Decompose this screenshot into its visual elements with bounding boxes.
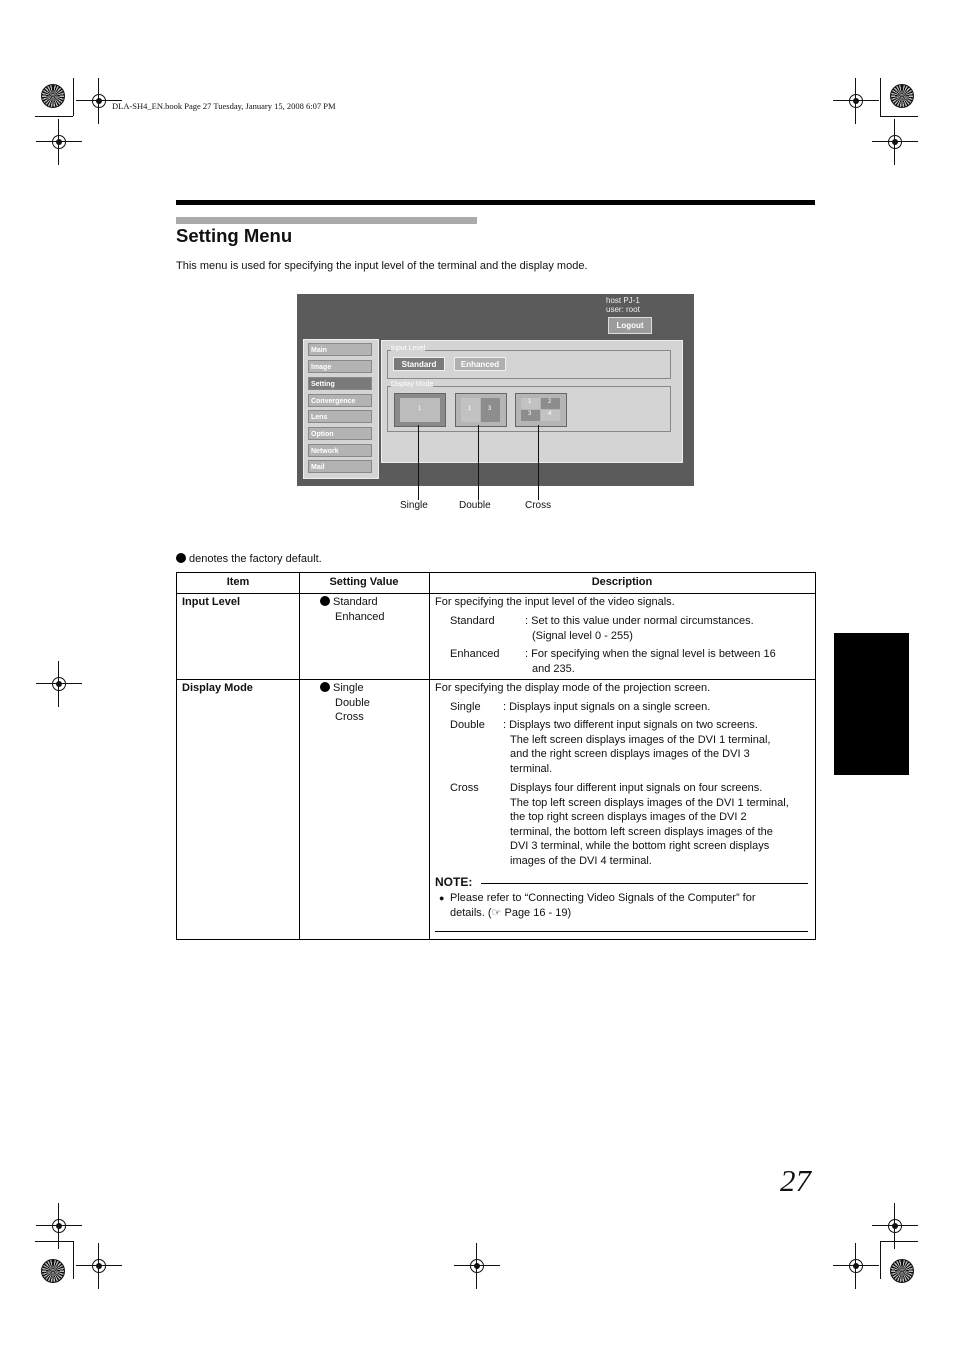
crosshair-mark xyxy=(884,1215,906,1237)
header-item: Item xyxy=(226,576,250,588)
value-double: Double xyxy=(335,696,370,709)
crop-mark xyxy=(880,116,918,117)
sidebar-item-setting[interactable]: Setting xyxy=(308,377,372,390)
desc-double-1: : Displays two different input signals on two screens. xyxy=(503,719,758,731)
host-info xyxy=(606,296,640,314)
standard-button[interactable]: Standard xyxy=(393,357,445,371)
callout-cross: Cross xyxy=(525,500,552,511)
header-setting-value: Setting Value xyxy=(329,576,399,588)
desc-single: : Displays input signals on a single screen. xyxy=(503,701,711,713)
item-display-mode: Display Mode xyxy=(182,682,253,694)
desc-display-mode: For specifying the display mode of the projection screen. xyxy=(435,682,711,694)
desc-double-4: terminal. xyxy=(510,762,553,775)
sidebar-item-network[interactable]: Network xyxy=(308,444,372,457)
settings-panel xyxy=(381,340,683,463)
page-number: 27 xyxy=(780,1163,811,1198)
term-standard: Standard xyxy=(450,615,495,627)
desc-cross-6: images of the DVI 4 terminal. xyxy=(510,855,652,867)
crosshair-mark xyxy=(845,1255,867,1277)
term-double: Double xyxy=(450,719,485,731)
screen-number: 1 xyxy=(528,399,532,405)
desc-double-3: and the right screen displays images of the DVI 3 xyxy=(510,748,750,761)
page-title: Setting Menu xyxy=(176,225,293,246)
crop-mark xyxy=(880,1241,918,1242)
screen-number: 3 xyxy=(528,411,532,417)
sidebar-item-convergence[interactable]: Convergence xyxy=(308,394,372,407)
crop-mark xyxy=(73,78,74,116)
default-bullet-icon xyxy=(320,682,330,692)
desc-enhanced-1: : For specifying when the signal level is between 16 xyxy=(525,648,776,660)
factory-default-note xyxy=(176,553,322,565)
item-input-level: Input Level xyxy=(182,596,241,608)
desc-cross-2: The top left screen displays images of the DVI 1 terminal, xyxy=(510,796,789,809)
term-cross: Cross xyxy=(450,782,479,794)
registration-star-bottom-left xyxy=(41,1259,65,1283)
settings-table xyxy=(176,572,816,940)
display-mode-label: Display Mode xyxy=(391,381,434,388)
crosshair-mark xyxy=(48,673,70,695)
book-header-info: DLA-SH4_EN.book Page 27 Tuesday, January 15, 2008 6:07 PM xyxy=(112,101,336,111)
callout-line-cross xyxy=(538,425,539,500)
crosshair-mark xyxy=(88,1255,110,1277)
desc-enhanced-2: and 235. xyxy=(532,662,575,675)
crosshair-mark xyxy=(884,131,906,153)
logout-button[interactable]: Logout xyxy=(608,317,652,334)
sidebar-item-main[interactable]: Main xyxy=(308,343,372,356)
top-rule xyxy=(176,200,815,205)
screen-number: 4 xyxy=(548,411,552,417)
value-single-text: Single xyxy=(333,682,364,694)
value-single xyxy=(320,681,364,696)
term-enhanced: Enhanced xyxy=(450,648,500,660)
input-level-group xyxy=(387,345,671,379)
title-accent-bar xyxy=(176,217,477,224)
note-text-2: details. (☞ Page 16 - 19) xyxy=(450,906,572,919)
sidebar-item-mail[interactable]: Mail xyxy=(308,460,372,473)
note-bullet-icon: ● xyxy=(439,893,445,903)
desc-cross-5: DVI 3 terminal, while the bottom right screen displays xyxy=(510,840,770,853)
callout-double: Double xyxy=(459,500,491,511)
input-level-label: Input Level xyxy=(391,345,426,352)
crop-mark xyxy=(73,1241,74,1279)
crosshair-mark xyxy=(48,1215,70,1237)
sidebar-menu xyxy=(303,339,379,479)
screen-number: 2 xyxy=(548,399,552,405)
user-name: user: root xyxy=(606,305,640,314)
column-divider xyxy=(299,573,300,939)
callout-line-single xyxy=(418,425,419,500)
callout-single: Single xyxy=(400,500,428,511)
screen-number: 3 xyxy=(488,406,492,412)
crop-mark xyxy=(35,1241,73,1242)
value-cross: Cross xyxy=(335,711,364,724)
sidebar-item-option[interactable]: Option xyxy=(308,427,372,440)
value-standard-text: Standard xyxy=(333,596,378,608)
sidebar-item-lens[interactable]: Lens xyxy=(308,410,372,423)
column-divider xyxy=(429,573,430,939)
desc-cross-4: terminal, the bottom left screen displays images of the xyxy=(510,825,773,838)
desc-input-level: For specifying the input level of the video signals. xyxy=(435,596,675,608)
row-divider xyxy=(177,593,815,594)
setting-menu-screenshot xyxy=(297,294,694,486)
registration-star-bottom-right xyxy=(890,1259,914,1283)
crop-mark xyxy=(35,116,73,117)
crosshair-mark xyxy=(845,90,867,112)
screen-number: 1 xyxy=(468,406,472,412)
display-mode-group xyxy=(387,381,671,432)
screen-number: 1 xyxy=(418,406,422,412)
host-name: host PJ-1 xyxy=(606,296,640,305)
double-mode-button[interactable] xyxy=(455,393,507,427)
crosshair-mark xyxy=(88,90,110,112)
desc-cross-3: the top right screen displays images of the DVI 2 xyxy=(510,811,747,824)
header-description: Description xyxy=(591,576,653,588)
crop-mark xyxy=(880,1241,881,1279)
note-text-1: Please refer to “Connecting Video Signals of the Computer” for xyxy=(450,892,756,904)
note-title: NOTE: xyxy=(435,875,473,889)
registration-star-top-right xyxy=(890,84,914,108)
crosshair-mark xyxy=(466,1255,488,1277)
desc-cross-1: Displays four different input signals on four screens. xyxy=(510,782,763,794)
value-enhanced: Enhanced xyxy=(335,610,385,623)
callout-line-double xyxy=(478,425,479,500)
sidebar-item-image[interactable]: Image xyxy=(308,360,372,373)
crosshair-mark xyxy=(48,131,70,153)
row-divider xyxy=(177,679,815,680)
desc-standard-2: (Signal level 0 - 255) xyxy=(532,629,633,642)
cross-mode-button[interactable] xyxy=(515,393,567,427)
intro-text: This menu is used for specifying the input level of the terminal and the display mode. xyxy=(176,260,588,272)
crop-mark xyxy=(880,78,881,116)
default-bullet-icon xyxy=(176,553,186,563)
desc-standard-1: : Set to this value under normal circumstances. xyxy=(525,615,754,627)
term-single: Single xyxy=(450,701,481,713)
note-rule xyxy=(481,883,808,884)
desc-double-2: The left screen displays images of the DVI 1 terminal, xyxy=(510,733,771,746)
single-mode-button[interactable] xyxy=(394,393,446,427)
chapter-side-tab xyxy=(834,633,909,775)
enhanced-button[interactable]: Enhanced xyxy=(454,357,506,371)
registration-star-top-left xyxy=(41,84,65,108)
default-bullet-icon xyxy=(320,596,330,606)
value-standard xyxy=(320,595,378,610)
factory-default-text: denotes the factory default. xyxy=(189,553,322,565)
note-end-rule xyxy=(435,931,808,932)
